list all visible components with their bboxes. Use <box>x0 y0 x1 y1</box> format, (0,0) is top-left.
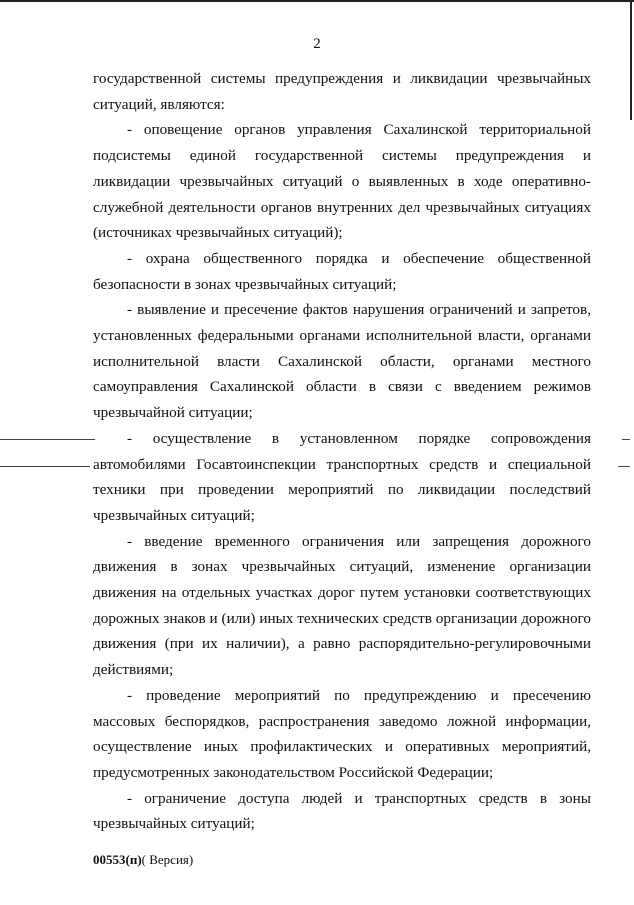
scan-artifact-line <box>0 439 95 440</box>
scan-artifact-line <box>0 466 90 467</box>
footer-doc-code <box>93 852 193 868</box>
body-text <box>93 66 591 837</box>
doc-code: 00553(п) <box>93 852 142 867</box>
paragraph-item: - проведение мероприятий по предупреждению и пресечению массовых беспорядков, распространения заведомо ложной информации, осуществление иных профилактических и оперативных мероприятий, предусмотренных законодательством Российской Федерации; <box>93 686 591 781</box>
paragraph-item: - осуществление в установленном порядке сопровождения автомобилями Госавтоинспекции транспортных средств и специальной техники при проведении мероприятий по ликвидации последствий чрезвычайных ситуаций; <box>93 429 591 524</box>
scan-artifact-line <box>618 466 630 467</box>
paragraph-item: - охрана общественного порядка и обеспечение общественной безопасности в зонах чрезвычайных ситуаций; <box>93 249 591 293</box>
paragraph-item: - выявление и пресечение фактов нарушения ограничений и запретов, установленных федеральными органами исполнительной власти, органами исполнительной власти Сахалинской области, органами местного самоуправления Сахалинской области в связи с введением режимов чрезвычайной ситуации; <box>93 301 591 422</box>
paragraph-item: - введение временного ограничения или запрещения дорожного движения в зонах чрезвычайных ситуаций, изменение организации движения на отдельных участках дорог путем установки соответствующих дорожных знаков и (или) иных технических средств организации дорожного движения (при их наличии), а равно распорядительно-регулировочными действиями; <box>93 532 591 679</box>
doc-version: ( Версия) <box>141 852 194 867</box>
page-number: 2 <box>313 36 321 52</box>
paragraph-item: - оповещение органов управления Сахалинской территориальной подсистемы единой государственной системы предупреждения и ликвидации чрезвычайных ситуаций о выявленных в ходе оперативно-служебной деятельности органов внутренних дел чрезвычайных ситуациях (источниках чрезвычайных ситуаций); <box>93 121 591 242</box>
scan-border-right <box>630 0 632 120</box>
scan-artifact-line <box>622 439 630 440</box>
scan-border-top <box>0 0 634 2</box>
paragraph-intro: государственной системы предупреждения и ликвидации чрезвычайных ситуаций, являются: <box>93 70 591 113</box>
paragraph-item: - ограничение доступа людей и транспортных средств в зоны чрезвычайных ситуаций; <box>93 789 591 833</box>
